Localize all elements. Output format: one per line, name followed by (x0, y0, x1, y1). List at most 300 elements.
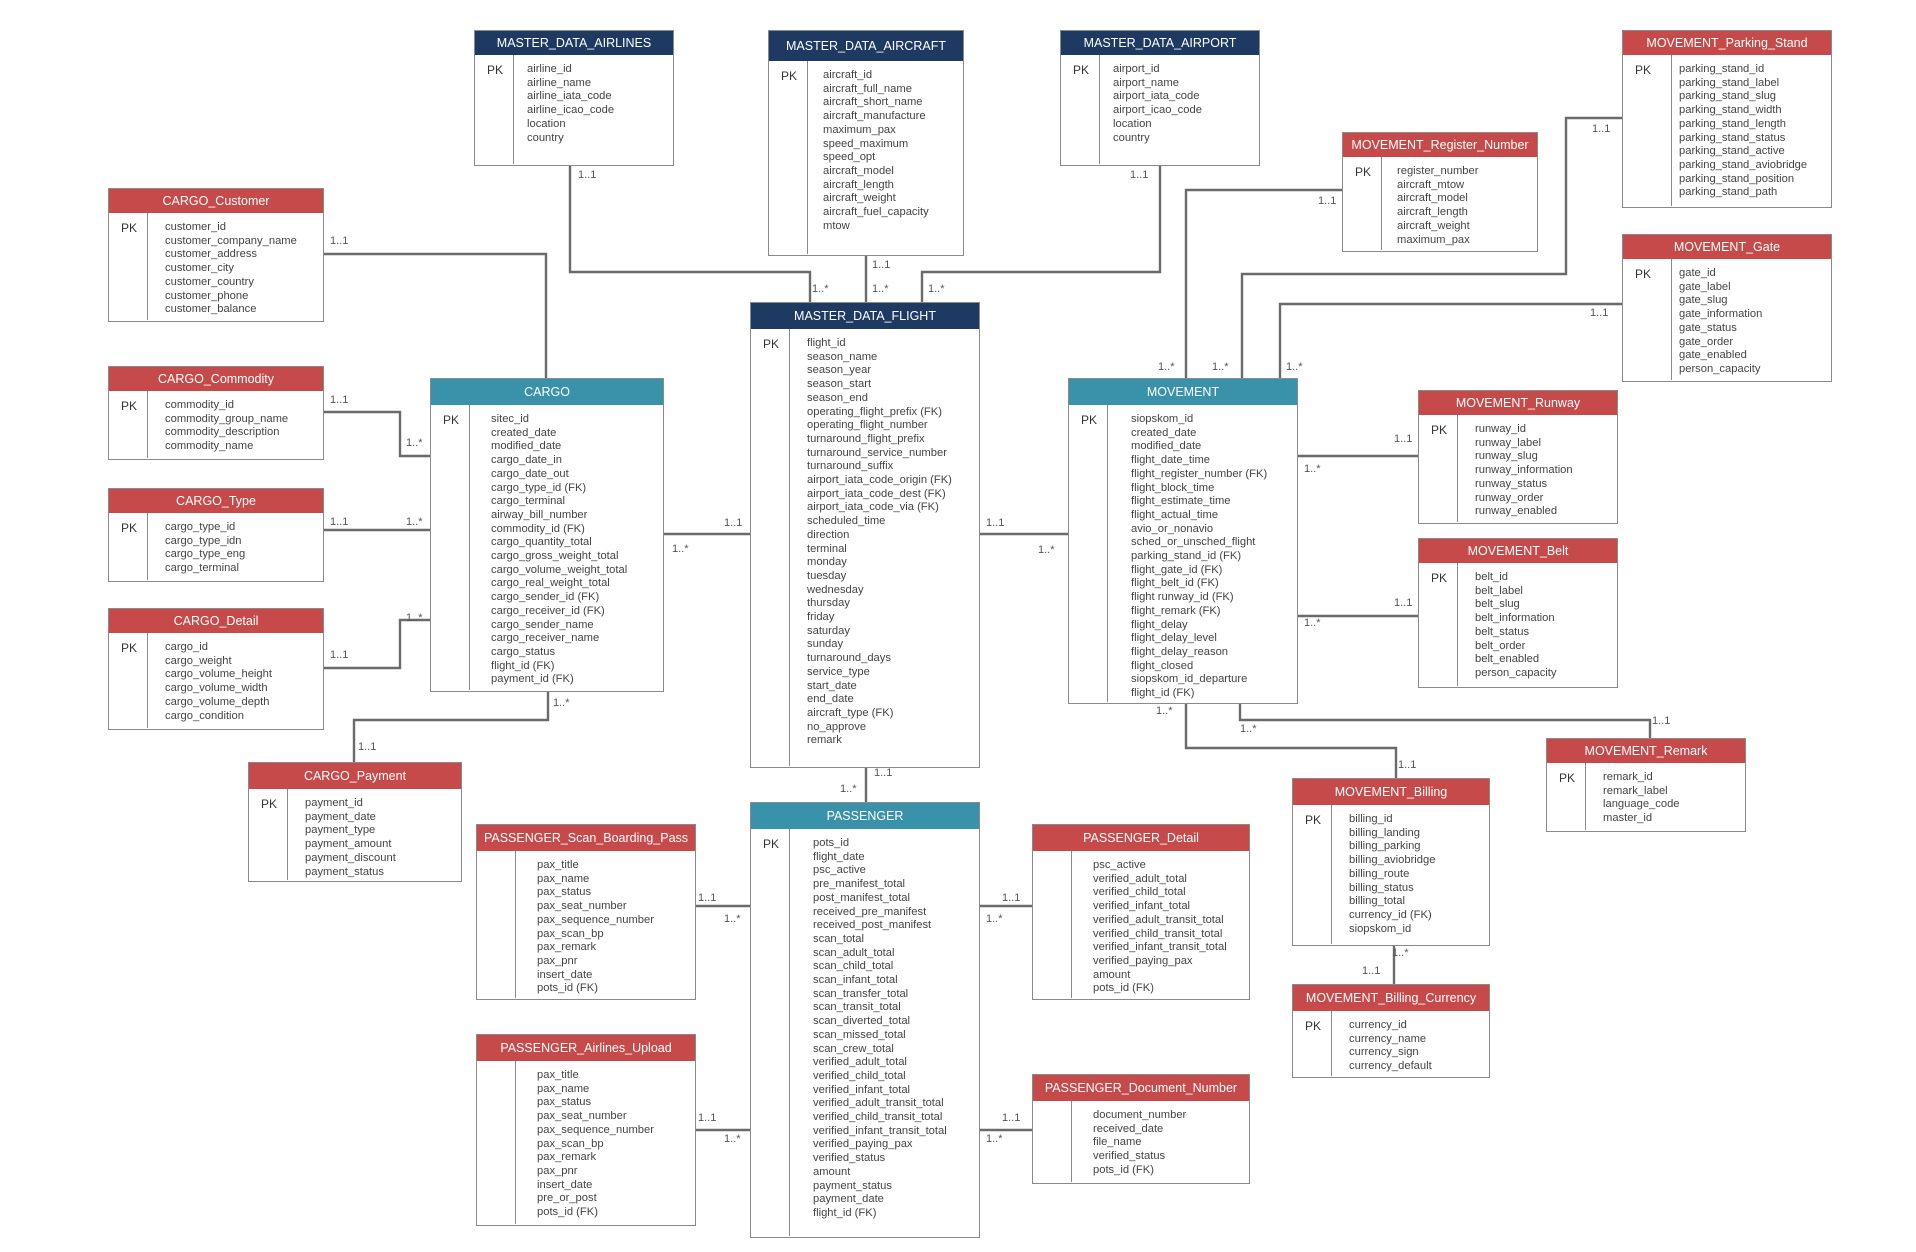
field: scan_transfer_total (813, 987, 909, 1000)
field: siopskom_id_departure (1131, 673, 1248, 686)
pk-label: PK (1635, 63, 1652, 77)
field: flight_date (813, 850, 865, 863)
cardinality-label: 1..* (1240, 723, 1257, 735)
entity-title: MOVEMENT_Remark (1547, 739, 1745, 763)
field: pots_id (FK) (1093, 982, 1154, 995)
field: season_year (807, 364, 872, 377)
pk-label: PK (1635, 267, 1652, 281)
cardinality-label: 1..1 (578, 169, 597, 181)
field: flight_closed (1131, 659, 1194, 672)
field: customer_country (165, 275, 254, 288)
field: verified_paying_pax (1093, 954, 1193, 967)
column-divider (1671, 259, 1672, 380)
cardinality-label: 1..* (672, 543, 689, 555)
field: parking_stand_active (1679, 145, 1785, 158)
field: airline_iata_code (527, 90, 612, 103)
pk-label: PK (121, 641, 138, 655)
field: belt_order (1475, 639, 1526, 652)
field: no_approve (807, 720, 867, 733)
cardinality-label: 1..1 (698, 892, 717, 904)
field: belt_label (1475, 584, 1523, 597)
field: gate_enabled (1679, 349, 1747, 362)
field: parking_stand_aviobridge (1679, 158, 1808, 171)
field: created_date (491, 426, 557, 439)
field: airport_iata_code_origin (FK) (807, 474, 952, 487)
field: flight_register_number (FK) (1131, 467, 1268, 480)
field: aircraft_manufacture (823, 110, 926, 123)
field: operating_flight_number (807, 419, 928, 432)
field: cargo_terminal (491, 495, 565, 508)
field: insert_date (537, 1178, 593, 1191)
entity-movement-billing (1292, 778, 1490, 946)
cardinality-label: 1..1 (872, 259, 891, 271)
field: direction (807, 528, 850, 541)
field: verified_adult_total (813, 1056, 907, 1069)
field: runway_id (1475, 423, 1526, 435)
cardinality-label: 1..* (986, 1133, 1003, 1145)
field: customer_city (165, 262, 235, 275)
entity-title: MOVEMENT_Runway (1419, 391, 1617, 415)
field: flight_delay_reason (1131, 645, 1229, 658)
field: pax_status (537, 886, 592, 899)
field: gate_information (1679, 308, 1763, 321)
cardinality-label: 1..* (1304, 617, 1321, 629)
field: scan_diverted_total (813, 1015, 911, 1028)
cardinality-label: 1..1 (1398, 759, 1417, 771)
entity-title: PASSENGER_Airlines_Upload (477, 1035, 695, 1061)
entity-passenger-scan-boarding-pass (476, 824, 696, 1000)
pk-label: PK (1073, 63, 1090, 77)
field: billing_id (1349, 813, 1393, 825)
field: airport_name (1113, 76, 1179, 89)
field: aircraft_model (1397, 192, 1468, 205)
field: pots_id (FK) (537, 982, 598, 995)
entity-movement-remark (1546, 738, 1746, 832)
field: season_name (807, 350, 878, 363)
column-divider (789, 329, 790, 766)
entity-movement-gate (1622, 234, 1832, 382)
field: aircraft_short_name (823, 96, 923, 109)
cardinality-label: 1..1 (1590, 307, 1609, 319)
field: wednesday (807, 583, 864, 596)
field: parking_stand_slug (1679, 90, 1777, 103)
field: billing_aviobridge (1349, 854, 1436, 867)
field: location (1113, 117, 1152, 130)
field: operating_flight_prefix (FK) (807, 405, 942, 418)
column-divider (1585, 763, 1586, 830)
field: saturday (807, 624, 850, 637)
entity-title: MOVEMENT_Register_Number (1343, 133, 1537, 157)
relationship-line (1186, 190, 1342, 378)
cardinality-label: 1..1 (330, 649, 349, 661)
field: file_name (1093, 1136, 1142, 1149)
column-divider (469, 405, 470, 690)
cardinality-label: 1..* (1158, 361, 1175, 373)
field: belt_id (1475, 571, 1508, 583)
field: received_post_manifest (813, 919, 932, 932)
pk-label: PK (781, 69, 798, 83)
entity-movement-parking-stand (1622, 30, 1832, 208)
field: pax_sequence_number (537, 913, 654, 926)
field: verified_status (813, 1152, 886, 1165)
field: aircraft_fuel_capacity (823, 206, 929, 219)
field: currency_id (FK) (1349, 908, 1432, 921)
field: runway_slug (1475, 450, 1538, 463)
pk-label: PK (121, 221, 138, 235)
field: cargo_volume_depth (165, 695, 270, 708)
field: turnaround_suffix (807, 460, 894, 473)
column-divider (147, 213, 148, 320)
field: maximum_pax (823, 123, 896, 136)
cardinality-label: 1..* (724, 1133, 741, 1145)
field: payment_id (FK) (491, 673, 574, 686)
field: verified_child_transit_total (1093, 927, 1223, 940)
field: gate_order (1679, 335, 1734, 348)
field: flight runway_id (FK) (1131, 591, 1234, 604)
field: verified_status (1093, 1150, 1166, 1163)
field: modified_date (1131, 440, 1202, 453)
field: season_end (807, 391, 868, 404)
field: remark_label (1603, 784, 1668, 797)
pk-label: PK (1305, 813, 1322, 827)
field: flight_belt_id (FK) (1131, 577, 1219, 590)
field: speed_opt (823, 151, 876, 164)
entity-cargo-customer (108, 188, 324, 322)
column-divider (807, 61, 808, 254)
field: currency_default (1349, 1060, 1432, 1073)
field: aircraft_length (1397, 206, 1468, 219)
cardinality-label: 1..1 (1130, 169, 1149, 181)
pk-label: PK (443, 413, 460, 427)
field: verified_child_total (1093, 886, 1186, 899)
field: verified_infant_total (1093, 900, 1191, 913)
field: scan_crew_total (813, 1042, 894, 1055)
field: parking_stand_label (1679, 76, 1780, 89)
field: belt_information (1475, 612, 1555, 625)
field: payment_status (813, 1179, 892, 1192)
field: cargo_real_weight_total (491, 577, 610, 590)
column-divider (1071, 851, 1072, 998)
entity-cargo-type (108, 488, 324, 582)
field: currency_name (1349, 1032, 1427, 1045)
field: cargo_volume_height (165, 668, 272, 681)
field: pax_title (537, 859, 579, 871)
field: cargo_sender_name (491, 618, 594, 631)
entity-title: MOVEMENT (1069, 379, 1297, 405)
cardinality-label: 1..1 (330, 394, 349, 406)
field: airline_name (527, 76, 592, 89)
field: monday (807, 556, 847, 569)
field: verified_infant_total (813, 1083, 911, 1096)
field: flight_id (FK) (491, 659, 555, 672)
field: verified_child_transit_total (813, 1111, 943, 1124)
field: flight_gate_id (FK) (1131, 563, 1223, 576)
field: maximum_pax (1397, 233, 1470, 246)
cardinality-label: 1..* (1212, 361, 1229, 373)
field: scan_child_total (813, 960, 894, 973)
field: sched_or_unsched_flight (1131, 536, 1256, 549)
field: cargo_volume_width (165, 682, 268, 695)
field: terminal (807, 542, 847, 555)
pk-label: PK (121, 521, 138, 535)
field: runway_information (1475, 464, 1573, 477)
pk-label: PK (1559, 771, 1576, 785)
field: airway_bill_number (491, 508, 588, 521)
field: document_number (1093, 1109, 1187, 1121)
entity-title: PASSENGER_Document_Number (1033, 1075, 1249, 1101)
pk-label: PK (1081, 413, 1098, 427)
column-divider (1107, 405, 1108, 702)
field: avio_or_nonavio (1131, 522, 1214, 535)
field: cargo_volume_weight_total (491, 563, 628, 576)
field: cargo_type_id (FK) (491, 481, 587, 494)
field: belt_status (1475, 625, 1530, 638)
field: billing_landing (1349, 826, 1420, 839)
field: payment_discount (305, 851, 396, 864)
field: verified_adult_total (1093, 872, 1187, 885)
field: pots_id (FK) (1093, 1163, 1154, 1176)
field: remark_id (1603, 771, 1653, 783)
field: parking_stand_path (1679, 186, 1778, 199)
field: aircraft_mtow (1397, 178, 1465, 191)
field: parking_stand_id (FK) (1131, 550, 1242, 563)
field: mtow (823, 219, 850, 232)
field: start_date (807, 679, 857, 692)
column-divider (1099, 55, 1100, 164)
column-divider (515, 851, 516, 998)
relationship-line (324, 412, 430, 456)
field: post_manifest_total (813, 891, 911, 904)
field: pots_id (FK) (537, 1206, 598, 1219)
field: billing_parking (1349, 840, 1421, 853)
pk-label: PK (487, 63, 504, 77)
field: cargo_receiver_id (FK) (491, 604, 605, 617)
field: aircraft_full_name (823, 82, 912, 95)
field: flight_delay_level (1131, 632, 1217, 645)
field: currency_id (1349, 1019, 1407, 1031)
column-divider (1381, 157, 1382, 250)
column-divider (1457, 563, 1458, 686)
field: cargo_type_eng (165, 548, 246, 561)
entity-title: MASTER_DATA_AIRCRAFT (769, 31, 963, 61)
field: turnaround_flight_prefix (807, 432, 925, 445)
cardinality-label: 1..1 (1318, 195, 1337, 207)
field: remark (807, 734, 842, 747)
cardinality-label: 1..1 (1002, 892, 1021, 904)
field: airport_id (1113, 63, 1160, 75)
entity-title: PASSENGER_Scan_Boarding_Pass (477, 825, 695, 851)
field: scan_infant_total (813, 974, 898, 987)
field: airline_icao_code (527, 104, 615, 117)
entity-movement-belt (1418, 538, 1618, 688)
field: pax_name (537, 1082, 590, 1095)
field: cargo_terminal (165, 562, 239, 575)
field: season_start (807, 378, 872, 391)
field: payment_status (305, 865, 384, 878)
field: pax_seat_number (537, 900, 627, 913)
cardinality-label: 1..* (406, 437, 423, 449)
field: person_capacity (1475, 666, 1557, 679)
field: verified_paying_pax (813, 1138, 913, 1151)
entity-title: MOVEMENT_Parking_Stand (1623, 31, 1831, 55)
entity-title: MOVEMENT_Gate (1623, 235, 1831, 259)
column-divider (1457, 415, 1458, 522)
entity-passenger-document-number (1032, 1074, 1250, 1184)
field: cargo_type_id (165, 521, 236, 533)
entity-passenger (750, 802, 980, 1238)
field: airport_iata_code_dest (FK) (807, 487, 946, 500)
field: commodity_id (165, 399, 235, 411)
field: pre_manifest_total (813, 878, 906, 891)
field: billing_route (1349, 867, 1410, 880)
field: pax_scan_bp (537, 1137, 604, 1150)
field: pre_or_post (537, 1192, 597, 1205)
cardinality-label: 1..* (1304, 463, 1321, 475)
cardinality-label: 1..* (812, 283, 829, 295)
entity-master-aircraft (768, 30, 964, 256)
field: pax_remark (537, 1151, 597, 1164)
cardinality-label: 1..1 (1592, 123, 1611, 135)
field: airport_iata_code_via (FK) (807, 501, 939, 514)
field: master_id (1603, 812, 1653, 825)
column-divider (1331, 805, 1332, 944)
entity-cargo-payment (248, 762, 462, 882)
field: aircraft_type (FK) (807, 706, 894, 719)
field: cargo_type_idn (165, 534, 242, 547)
field: turnaround_service_number (807, 446, 947, 459)
field: insert_date (537, 968, 593, 981)
field: pax_remark (537, 941, 597, 954)
entity-title: CARGO_Detail (109, 609, 323, 633)
field: service_type (807, 665, 870, 678)
field: scan_transit_total (813, 1001, 901, 1014)
field: turnaround_days (807, 652, 891, 665)
entity-title: MOVEMENT_Billing (1293, 779, 1489, 805)
field: parking_stand_width (1679, 104, 1782, 117)
field: runway_status (1475, 477, 1548, 490)
field: parking_stand_length (1679, 117, 1786, 130)
field: airport_icao_code (1113, 104, 1202, 117)
field: received_date (1093, 1122, 1164, 1135)
cardinality-label: 1..1 (874, 767, 893, 779)
field: billing_status (1349, 881, 1414, 894)
field: verified_adult_transit_total (1093, 913, 1224, 926)
field: cargo_gross_weight_total (491, 550, 619, 563)
cardinality-label: 1..* (840, 783, 857, 795)
field: pax_title (537, 1069, 579, 1081)
entity-title: MOVEMENT_Billing_Currency (1293, 985, 1489, 1011)
field: customer_balance (165, 303, 257, 316)
field: runway_order (1475, 491, 1544, 504)
field: verified_adult_transit_total (813, 1097, 944, 1110)
relationship-line (1186, 704, 1396, 778)
field: cargo_weight (165, 654, 232, 667)
entity-title: MASTER_DATA_AIRPORT (1061, 31, 1259, 55)
field: sunday (807, 638, 844, 651)
field: cargo_receiver_name (491, 632, 600, 645)
field: flight_block_time (1131, 481, 1215, 494)
field: location (527, 117, 566, 130)
field: pax_status (537, 1096, 592, 1109)
field: parking_stand_status (1679, 131, 1786, 144)
relationship-line (1280, 304, 1622, 378)
field: verified_infant_transit_total (1093, 941, 1227, 954)
entity-title: PASSENGER_Detail (1033, 825, 1249, 851)
field: psc_active (813, 864, 866, 877)
field: pax_seat_number (537, 1110, 627, 1123)
pk-label: PK (763, 337, 780, 351)
column-divider (147, 391, 148, 458)
field: country (1113, 131, 1150, 144)
pk-label: PK (1431, 423, 1448, 437)
field: sitec_id (491, 413, 529, 425)
cardinality-label: 1..1 (330, 516, 349, 528)
field: cargo_quantity_total (491, 536, 592, 549)
entity-title: MASTER_DATA_FLIGHT (751, 303, 979, 329)
field: customer_id (165, 221, 226, 233)
field: airline_id (527, 63, 572, 75)
field: register_number (1397, 165, 1479, 177)
field: cargo_condition (165, 709, 244, 722)
cardinality-label: 1..* (406, 516, 423, 528)
entity-passenger-detail (1032, 824, 1250, 1000)
entity-cargo (430, 378, 664, 692)
field: verified_infant_transit_total (813, 1124, 947, 1137)
field: commodity_description (165, 426, 280, 439)
field: tuesday (807, 569, 847, 582)
field: payment_id (305, 797, 363, 809)
field: friday (807, 611, 835, 624)
field: cargo_date_in (491, 454, 562, 467)
field: customer_company_name (165, 234, 297, 247)
field: aircraft_weight (1397, 219, 1470, 232)
field: person_capacity (1679, 362, 1761, 375)
entity-title: CARGO_Payment (249, 763, 461, 789)
field: amount (813, 1165, 851, 1178)
field: gate_id (1679, 267, 1716, 279)
pk-label: PK (121, 399, 138, 413)
field: scan_total (813, 932, 864, 945)
field: parking_stand_position (1679, 172, 1795, 185)
field: cargo_sender_id (FK) (491, 591, 600, 604)
field: flight_remark (FK) (1131, 604, 1221, 617)
field: belt_enabled (1475, 653, 1540, 666)
field: commodity_group_name (165, 412, 289, 425)
field: pax_name (537, 872, 590, 885)
entity-master-flight (750, 302, 980, 768)
column-divider (147, 513, 148, 580)
column-divider (513, 55, 514, 164)
field: gate_label (1679, 280, 1731, 293)
pk-label: PK (261, 797, 278, 811)
cardinality-label: 1..* (406, 612, 423, 624)
entity-title: MASTER_DATA_AIRLINES (475, 31, 673, 55)
entity-cargo-detail (108, 608, 324, 730)
pk-label: PK (1355, 165, 1372, 179)
field: parking_stand_id (1679, 63, 1765, 75)
field: created_date (1131, 426, 1197, 439)
field: cargo_date_out (491, 467, 569, 480)
relationship-line (1240, 704, 1650, 738)
field: flight_id (807, 337, 846, 349)
field: gate_slug (1679, 294, 1728, 307)
cardinality-label: 1..1 (358, 741, 377, 753)
field: cargo_id (165, 641, 208, 653)
field: scheduled_time (807, 515, 886, 528)
cardinality-label: 1..* (872, 283, 889, 295)
entity-title: PASSENGER (751, 803, 979, 829)
field: flight_actual_time (1131, 508, 1219, 521)
